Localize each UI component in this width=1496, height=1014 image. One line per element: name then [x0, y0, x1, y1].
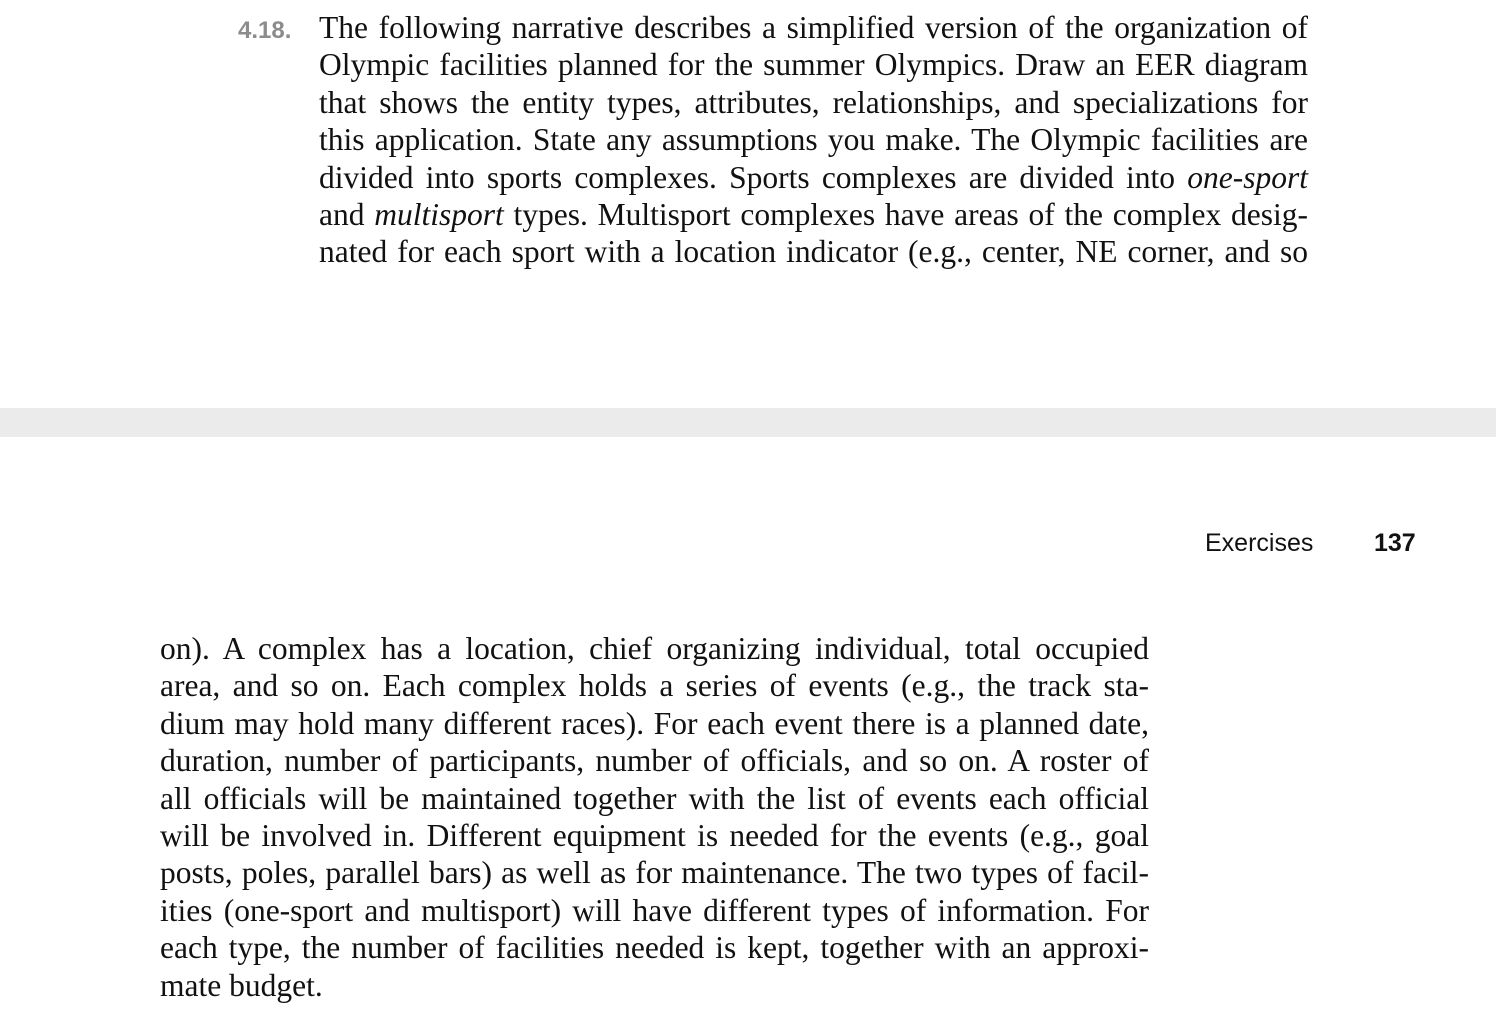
top-line: The following narrative describes a simplified version of the organization of: [319, 10, 1308, 45]
bottom-line: posts, poles, parallel bars) as well as for maintenance. The two types of facil-: [160, 855, 1149, 891]
top-line: Olympic facilities planned for the summer Olympics. Draw an EER diagram: [319, 47, 1308, 83]
bottom-line: ities (one-sport and multisport) will have different types of information. For: [160, 892, 1149, 928]
bottom-line: mate budget.: [160, 967, 323, 1003]
bottom-line: area, and so on. Each complex holds a series of events (e.g., the track sta-: [160, 668, 1149, 704]
bottom-line: each type, the number of facilities needed is kept, together with an approxi-: [160, 930, 1149, 966]
exercise-number: 4.18.: [238, 17, 292, 44]
bottom-line: will be involved in. Different equipment is needed for the events (e.g., goal: [160, 818, 1149, 853]
top-line: divided into sports complexes. Sports complexes are divided into one-sport: [319, 159, 1308, 195]
bottom-line: on). A complex has a location, chief organizing individual, total occupied: [160, 631, 1149, 666]
top-line: nated for each sport with a location indicator (e.g., center, NE corner, and so: [319, 234, 1308, 270]
running-header-section: Exercises: [1205, 529, 1314, 557]
bottom-line: all officials will be maintained together with the list of events each official: [160, 780, 1149, 816]
page-number: 137: [1374, 529, 1416, 557]
top-line: that shows the entity types, attributes, relationships, and specializations for: [319, 84, 1308, 120]
top-line: this application. State any assumptions you make. The Olympic facilities are: [319, 122, 1308, 158]
bottom-line: duration, number of participants, number of officials, and so on. A roster of: [160, 743, 1149, 779]
bottom-line: dium may hold many different races). For each event there is a planned date,: [160, 705, 1149, 741]
top-line: and multisport types. Multisport complexes have areas of the complex desig-: [319, 197, 1308, 232]
page-separator: [0, 408, 1496, 437]
